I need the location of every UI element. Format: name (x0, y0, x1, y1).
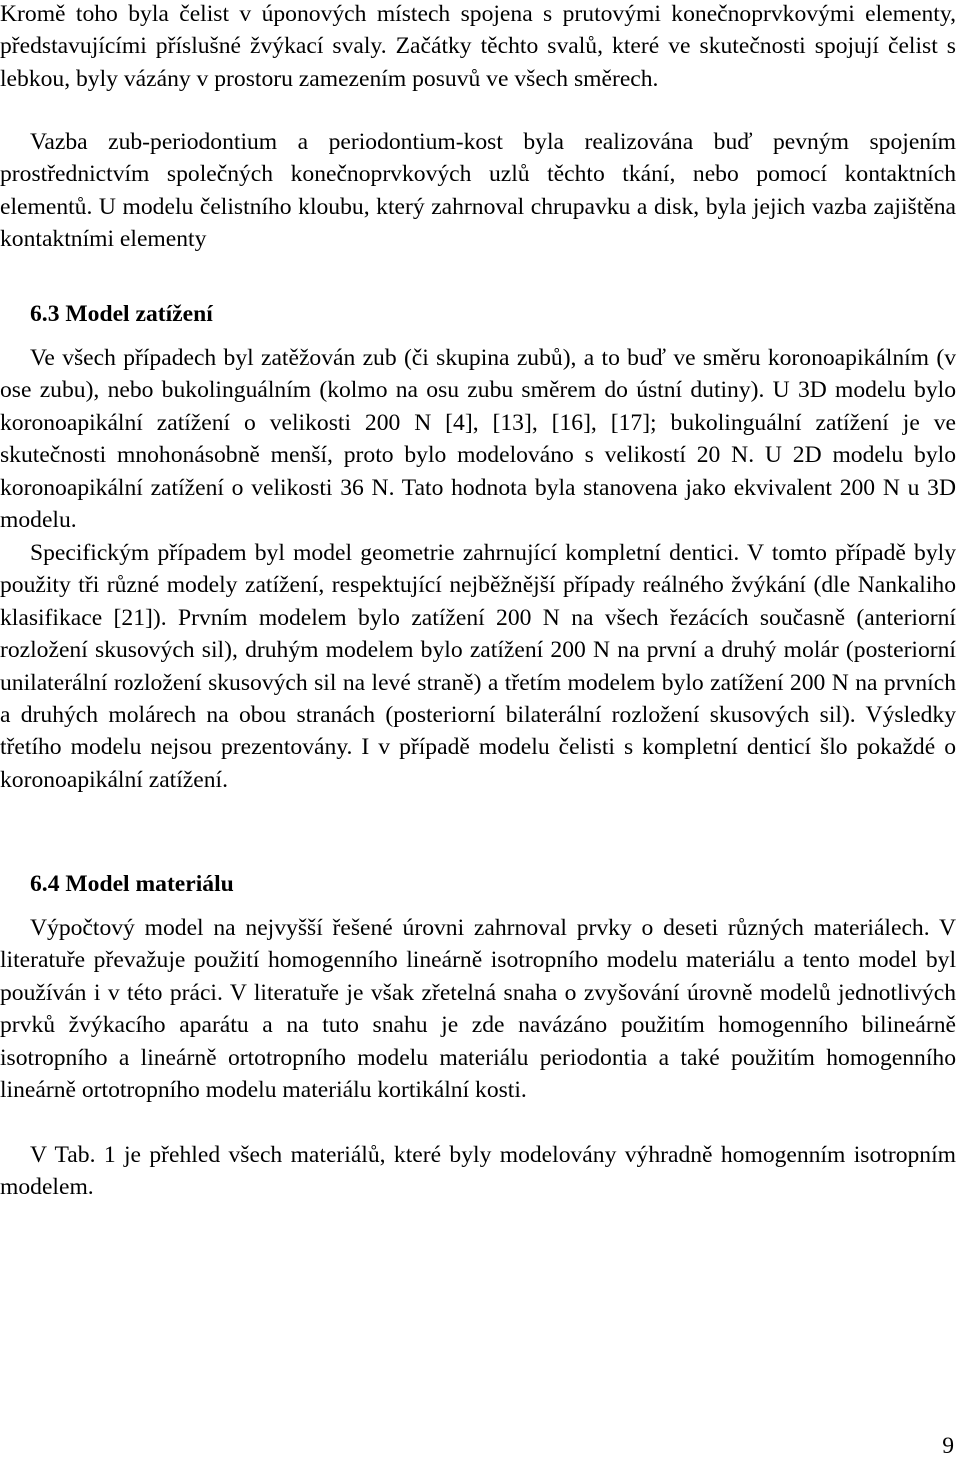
paragraph-complete-dentition: Specifickým případem byl model geometrie zahrnující kompletní dentici. V tomto případě byly použity tři různé modely zatížení, respektující nejběžnější případy reálného žvýkání (dle Nankaliho klasifikace [21]). Prvním modelem bylo zatížení 200 N na všech řezácích současně (anteriorní rozložení skusových sil), druhým modelem bylo zatížení 200 N na první a druhý molár (posteriorní unilaterální rozložení skusových sil na levé straně) a třetím modelem bylo zatížení 200 N na prvních a druhých molárech na obou stranách (posteriorní bilaterální rozložení skusových sil). Výsledky třetího modelu nejsou prezentovány. I v případě modelu čelisti s kompletní denticí šlo pokaždé o koronoapikální zatížení. (0, 540, 956, 793)
paragraph-load-cases: Ve všech případech byl zatěžován zub (či skupina zubů), a to buď ve směru koronoapikálním (v ose zubu), nebo bukolinguálním (kolmo na osu zubu směrem do ústní dutiny). U 3D modelu bylo koronoapikální zatížení o velikosti 200 N [4], [13], [16], [17]; bukolinguální zatížení je ve skutečnosti mnohonásobně menší, proto bylo modelováno s velikostí 20 N. U 2D modelu bylo koronoapikální zatížení o velikosti 36 N. Tato hodnota byla stanovena jako ekvivalent 200 N u 3D modelu. (0, 345, 956, 534)
page-number: 9 (942, 1433, 954, 1459)
section-heading-load-model: 6.3 Model zatížení (30, 301, 213, 327)
paragraph-tooth-bonding: Vazba zub-periodontium a periodontium-kost byla realizována buď pevným spojením prostřednictvím společných konečnoprvkových uzlů těchto tkání, nebo pomocí kontaktních elementů. U modelu čelistního kloubu, který zahrnoval chrupavku a disk, byla jejich vazba zajištěna kontaktními elementy (0, 129, 956, 253)
paragraph-table-reference: V Tab. 1 je přehled všech materiálů, které byly modelovány výhradně homogenním isotropním modelem. (0, 1142, 956, 1201)
paragraph-material-types: Výpočtový model na nejvyšší řešené úrovni zahrnoval prvky o deseti různých materiálech. V literatuře převažuje použití homogenního lineárně isotropního modelu materiálu a tento model byl používán i v této práci. V literatuře je však zřetelná snaha o zvyšování úrovně modelů jednotlivých prvků žvýkacího aparátu a na tuto snahu je zde navázáno použitím homogenního bilineárně isotropního a lineárně ortotropního modelu materiálu periodontia a také použitím homogenního lineárně ortotropního modelu materiálu kortikální kosti. (0, 915, 956, 1104)
section-heading-material-model: 6.4 Model materiálu (30, 871, 234, 897)
paragraph-muscles: Kromě toho byla čelist v úponových místech spojena s prutovými konečnoprvkovými elementy, představujícími příslušné žvýkací svaly. Začátky těchto svalů, které ve skutečnosti spojují čelist s lebkou, byly vázány v prostoru zamezením posuvů ve všech směrech. (0, 1, 956, 92)
